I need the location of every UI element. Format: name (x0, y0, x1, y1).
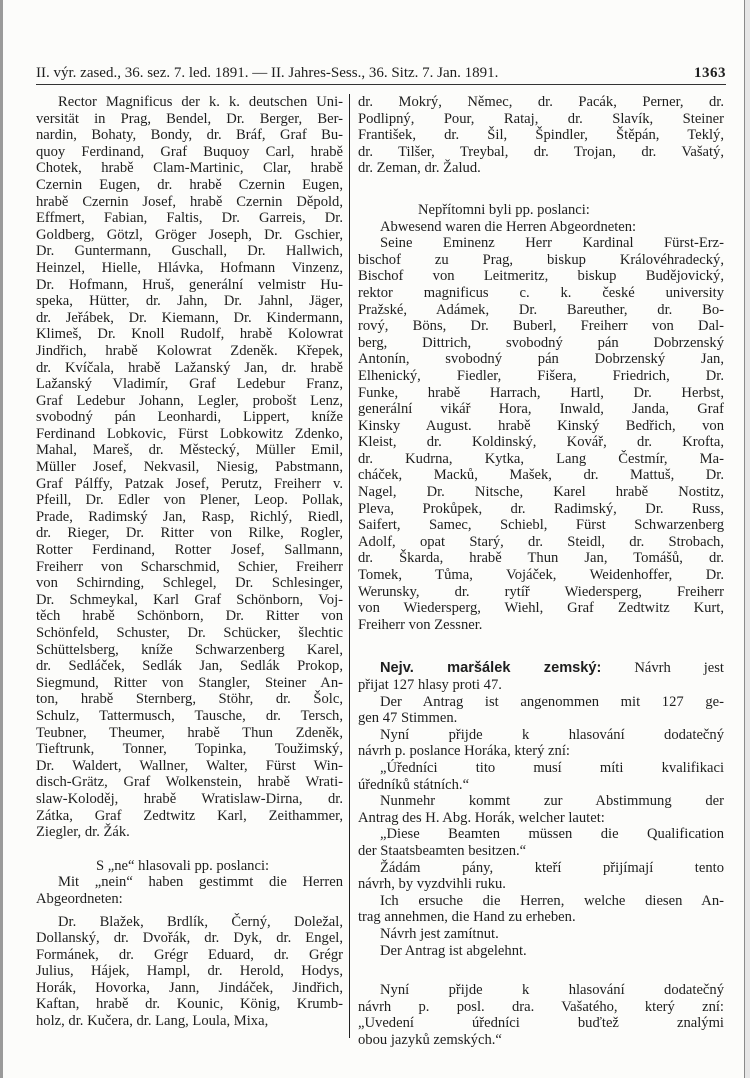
text-line: Julius, Hájek, Hampl, dr. Herold, Hodys, (36, 963, 343, 980)
text-line: Rotter Ferdinand, Rotter Josef, Sallmann, (36, 542, 343, 559)
text-line: Pfeill, Dr. Edler von Plener, Leop. Pollak, (36, 492, 343, 509)
text-line: návrh, by vyzdvihli ruku. (358, 876, 506, 893)
text-line: bischof zu Prag, biskup Královéhradecký, (358, 251, 724, 268)
text-line: versität in Prag, Bendel, Dr. Berger, Ber- (36, 110, 343, 127)
text-line: Antonín, svobodný pán Dobrzenský Jan, (358, 351, 724, 368)
text-line: Prade, Radimský Jan, Rasp, Richlý, Riedl, (36, 508, 343, 525)
text-line: Nunmehr kommt zur Abstimmung der (380, 793, 724, 810)
text-line: návrh p. posl. dra. Vašatého, který zní: (358, 998, 724, 1015)
text-line: Adolf, opat Starý, dr. Steidl, dr. Strobach, (358, 533, 724, 550)
running-title: II. výr. zased., 36. sez. 7. led. 1891. — II. Jahres-Sess., 36. Sitz. 7. Jan. 1891. (36, 65, 499, 81)
text-line: quoy Ferdinand, Graf Buquoy Carl, hrabě (36, 143, 343, 160)
text-line: Ziegler, dr. Žák. (36, 824, 130, 841)
text-line: Tomek, Tůma, Vojáček, Weidenhoffer, Dr. (358, 567, 724, 584)
text-line: Kinsky August. hrabě Kinský Bedřich, von (358, 417, 724, 434)
text-line: speka, Hütter, dr. Jahn, Dr. Jahnl, Jäger, (36, 293, 343, 310)
text-line: Abwesend waren die Herren Abgeordneten: (380, 218, 637, 235)
text-line: Müller Josef, Nekvasil, Niesig, Pabstmann, (36, 459, 343, 476)
text-line: Abgeordneten: (36, 890, 123, 907)
text-line: Pražské, Adámek, Dr. Bareuther, dr. Bo- (358, 301, 724, 318)
text-line: dr. Mokrý, Němec, dr. Pacák, Perner, dr. (358, 94, 724, 110)
text-line: dr. Zeman, dr. Žalud. (358, 160, 481, 177)
text-line: Dr. Schmeykal, Karl Graf Schönborn, Voj- (36, 591, 343, 608)
text-line: Schönfeld, Schuster, Dr. Schücker, šlechtic (36, 625, 343, 641)
text-line: Funke, hrabě Harrach, Hartl, Dr. Herbst, (358, 384, 724, 401)
text-line: rový, Böns, Dr. Buberl, Freiherr von Dal- (358, 318, 724, 335)
text-line: Goldberg, Götzl, Gröger Joseph, Dr. Gschier, (36, 226, 343, 243)
text-line: Dr. Blažek, Brdlík, Černý, Doležal, (58, 913, 343, 930)
text-line: Mahal, Mareš, dr. Městecký, Müller Emil, (36, 442, 343, 459)
text-line: dr. Kudrna, Kytka, Lang Čestmír, Ma- (358, 450, 724, 467)
text-line: Ich ersuche die Herren, welche diesen An- (380, 892, 724, 909)
paragraph-block (358, 943, 724, 960)
paragraph-block (36, 94, 343, 841)
text-line: Freiherr von Scharschmid, Schier, Freiherr (36, 558, 343, 575)
paragraph-block (36, 858, 343, 875)
right-column (358, 94, 724, 1048)
text-line: generální vikář Hora, Inwald, Janda, Graf (358, 401, 724, 418)
text-line: František, dr. Šil, Špindler, Štěpán, Teklý, (358, 127, 724, 144)
text-line: Kleist, dr. Koldinský, Kovář, dr. Krofta, (358, 434, 724, 451)
text-line: dr. Rieger, Dr. Ritter von Rilke, Rogler, (36, 525, 343, 542)
text-line: Nyní přijde k hlasování dodatečný (380, 726, 724, 743)
text-line: Lažanský Vladimír, Graf Ledebur Franz, (36, 376, 343, 393)
text-line: gen 47 Stimmen. (358, 710, 458, 727)
text-line: Elhenický, Fiedler, Fišera, Friedrich, Dr. (358, 367, 724, 384)
paragraph-block (358, 982, 724, 1048)
text-line: Zátka, Graf Zedtwitz Karl, Zeithammer, (36, 807, 343, 824)
text-line: Pleva, Prokůpek, dr. Radimský, Dr. Russ, (358, 500, 724, 517)
text-line: Dr. Waldert, Wallner, Walter, Fürst Win- (36, 757, 343, 774)
text-line: Chotek, hrabě Clam-Martinic, Clar, hrabě (36, 160, 343, 177)
text-line: Nepřítomni byli pp. poslanci: (418, 201, 590, 218)
text-line: Podlipný, Pour, Rataj, dr. Slavík, Steiner (358, 110, 724, 127)
text-line: Klimeš, Dr. Knoll Rudolf, hrabě Kolowrat (36, 326, 343, 343)
text-line: úředníků státních.“ (358, 776, 470, 793)
text-line: dr. Kvíčala, hrabě Lažanský Jan, dr. hrabě (36, 359, 343, 376)
text-line: S „ne“ hlasovali pp. poslanci: (96, 857, 270, 874)
text-line: slaw-Koloděj, hrabě Wratislaw-Dirna, dr. (36, 790, 343, 807)
text-line: „Úředníci tito musí míti kvalifikaci (380, 759, 724, 776)
text-line: Nagel, Dr. Nitsche, Karel hrabě Nostitz, (358, 484, 724, 501)
text-line: Tieftrunk, Tonner, Topinka, Toužimský, (36, 741, 343, 758)
column-divider (349, 94, 350, 1038)
text-line: Schulz, Tattermusch, Tausche, dr. Tersch, (36, 707, 343, 724)
text-line: cháček, Macků, Mašek, dr. Mattuš, Dr. (358, 467, 724, 484)
text-line: návrh p. poslance Horáka, který zní: (358, 743, 570, 760)
text-line: Žádám pány, kteří přijímají tento (380, 859, 724, 876)
text-line: „Diese Beamten müssen die Qualification (380, 826, 724, 843)
text-line: Dr. Hofmann, Hruš, generální velmistr Hu- (36, 276, 343, 293)
text-line: Heinzel, Hielle, Hlávka, Hofmann Vinzenz, (36, 259, 343, 276)
text-line: Graf Pálffy, Patzak Josef, Perutz, Freiherr v. (36, 475, 343, 492)
text-line: Werunsky, dr. rytíř Wiedersperg, Freiherr (358, 583, 724, 600)
text-line: obou jazyků zemských.“ (358, 1031, 502, 1048)
text-line: Jindřich, hrabě Kolowrat Zdeněk. Křepek, (36, 342, 343, 359)
text-line: přijat 127 hlasy proti 47. (358, 677, 502, 693)
text-line: Horák, Hovorka, Jann, Jindáček, Jindřich, (36, 979, 343, 996)
paragraph-block (358, 94, 724, 177)
text-line (358, 660, 724, 677)
page-number: 1363 (694, 65, 726, 81)
text-line: trag annehmen, die Hand zu erheben. (358, 909, 576, 926)
text-line: berg, Dittrich, svobodný pán Dobrzenský (358, 334, 724, 351)
text-line: Graf Ledebur Johann, Legler, probošt Lenz, (36, 392, 343, 409)
text-line: svobodný pán Leonhardi, Lippert, kníže (36, 409, 343, 426)
text-line: dr. Sedláček, Sedlák Jan, Sedlák Prokop, (36, 658, 343, 675)
text-line: nardin, Bohaty, Bondy, dr. Bráf, Graf Bu- (36, 127, 343, 144)
text-line: hrabě Czernin Josef, hrabě Czernin Děpold, (36, 193, 343, 210)
text-line: Dr. Guntermann, Guschall, Dr. Hallwich, (36, 243, 343, 260)
paragraph-block (358, 202, 724, 219)
text-line: Rector Magnificus der k. k. deutschen Uni- (58, 94, 343, 110)
paragraph-block (358, 926, 724, 943)
paragraph-block (358, 660, 724, 926)
text-line: Schüttelsberg, kníže Schwarzenberg Karel, (36, 641, 343, 658)
text-line: Mit „nein“ haben gestimmt die Herren (58, 874, 343, 891)
text-line: Ferdinand Lobkovic, Fürst Lobkowitz Zdenko, (36, 425, 343, 442)
text-line: Bischof von Leitmeritz, biskup Budějovický, (358, 268, 724, 285)
text-line: Nyní přijde k hlasování dodatečný (380, 982, 724, 999)
text-line: Effmert, Fabian, Faltis, Dr. Garreis, Dr. (36, 210, 343, 227)
text-line: Freiherr von Zessner. (358, 616, 483, 633)
left-column (36, 94, 343, 1030)
text-line: dr. Tilšer, Treybal, dr. Trojan, dr. Vašatý, (358, 143, 724, 160)
text-line: Seine Eminenz Herr Kardinal Fürst-Erz- (380, 235, 724, 252)
text-line: Dollanský, dr. Dvořák, dr. Dyk, dr. Engel, (36, 930, 343, 947)
text-line: dr. Jeřábek, Dr. Kiemann, Dr. Kindermann, (36, 309, 343, 326)
speaker-label: Nejv. maršálek zemský: (380, 660, 602, 677)
text-line: Návrh jest zamítnut. (380, 925, 499, 942)
text-line: Der Antrag ist abgelehnt. (380, 942, 527, 959)
speaker-text: Návrh jest (601, 660, 724, 677)
text-line: Teubner, Theumer, hrabě Thun Zdeněk, (36, 724, 343, 741)
scan-edge-right (744, 0, 750, 1078)
text-line: von Schirnding, Schlegel, Dr. Schlesinger, (36, 575, 343, 592)
scan-edge-left (0, 0, 3, 1078)
text-line: Czernin Eugen, dr. hrabě Czernin Eugen, (36, 176, 343, 193)
text-line: Der Antrag ist angenommen mit 127 ge- (380, 693, 724, 710)
paragraph-block (36, 874, 343, 907)
text-line: Formánek, dr. Grégr Eduard, dr. Grégr (36, 946, 343, 963)
text-line: holz, dr. Kučera, dr. Lang, Loula, Mixa, (36, 1013, 269, 1030)
text-line: Saifert, Samec, Schiebl, Fürst Schwarzenberg (358, 517, 724, 534)
text-line: disch-Grätz, Graf Wolkenstein, hrabě Wrati- (36, 774, 343, 791)
paragraph-block (358, 219, 724, 634)
text-line: těch hrabě Schönborn, Dr. Ritter von (36, 608, 343, 625)
text-line: Kaftan, hrabě dr. Kounic, König, Krumb- (36, 996, 343, 1013)
text-line: von Wiedersperg, Wiehl, Graf Zedtwitz Kurt, (358, 600, 724, 617)
text-line: ton, hrabě Sternberg, Stöhr, dr. Šolc, (36, 691, 343, 708)
text-line: Siegmund, Ritter von Stangler, Steiner An- (36, 674, 343, 691)
paragraph-block (36, 914, 343, 1030)
text-line: „Uvedení úředníci buďtež znalými (358, 1015, 724, 1032)
text-line: dr. Škarda, hrabě Thun Jan, Tomášů, dr. (358, 550, 724, 567)
text-line: rektor magnificus c. k. české university (358, 284, 724, 301)
text-line: Antrag des H. Abg. Horák, welcher lautet: (358, 809, 605, 826)
text-line: der Staatsbeamten besitzen.“ (358, 842, 527, 859)
page-header (36, 60, 726, 85)
